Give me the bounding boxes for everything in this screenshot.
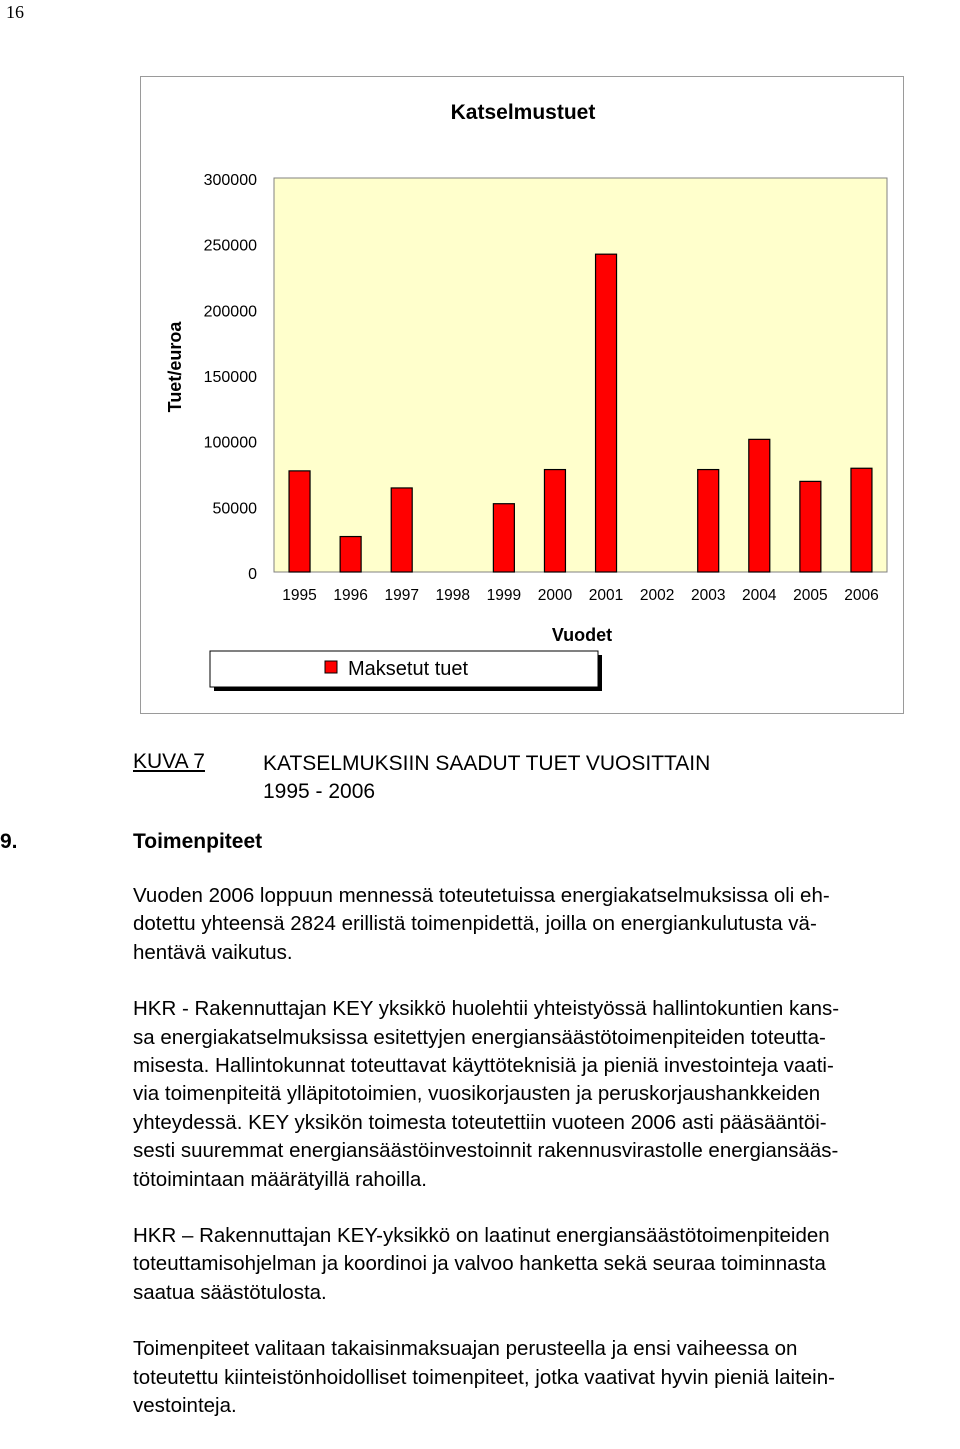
x-tick-label: 1998 <box>435 587 471 604</box>
y-tick-label: 50000 <box>212 500 257 518</box>
bar <box>800 481 821 572</box>
x-tick-label: 1995 <box>282 587 317 604</box>
x-tick-label: 1996 <box>333 587 368 604</box>
legend-label: Maksetut tuet <box>348 658 469 680</box>
y-tick-label: 300000 <box>203 172 257 189</box>
paragraph: Toimenpiteet valitaan takaisinmaksuajan perusteella ja ensi vaiheessa on toteutettu kiinteistönhoidolliset toimenpiteet, jotka vaativat hyvin pieniä laitein- vestointeja. <box>133 1337 835 1418</box>
paragraph: Vuoden 2006 loppuun mennessä toteutetuissa energiakatselmuksissa oli eh- dotettu yhteensä 2824 erillistä toimenpidettä, joilla on energiankulutusta vä- hentävä vaikutus. <box>133 884 830 964</box>
x-tick-label: 2001 <box>588 587 624 604</box>
bar <box>851 468 872 572</box>
bar <box>749 439 770 572</box>
body-text <box>133 882 950 1449</box>
x-tick-label: 2005 <box>793 587 828 604</box>
bar-chart <box>141 77 903 713</box>
bar <box>391 488 412 572</box>
x-tick-label: 2002 <box>639 587 675 604</box>
x-tick-label: 1997 <box>384 587 419 604</box>
x-tick-label: 2006 <box>844 587 879 604</box>
y-tick-label: 0 <box>248 566 257 583</box>
x-tick-label: 1999 <box>486 587 522 604</box>
bar <box>698 470 719 572</box>
y-tick-label: 200000 <box>203 303 257 321</box>
x-tick-label: 2003 <box>690 587 726 604</box>
y-tick-label: 100000 <box>203 434 257 452</box>
section-title: Toimenpiteet <box>133 830 263 853</box>
bar <box>596 254 617 572</box>
chart-title: Katselmustuet <box>450 101 596 124</box>
y-tick-label: 250000 <box>203 237 257 255</box>
section-number: 9. <box>0 830 18 853</box>
bar <box>289 471 310 572</box>
bar <box>493 504 514 572</box>
figure-title: KATSELMUKSIIN SAADUT TUET VUOSITTAIN 1995 - 2006 <box>263 752 711 803</box>
x-tick-label: 2000 <box>537 587 573 604</box>
figure-label: KUVA 7 <box>133 750 205 773</box>
plot-area <box>274 178 887 572</box>
chart-frame <box>140 76 904 714</box>
x-axis-label: Vuodet <box>551 625 613 645</box>
x-tick-label: 2004 <box>742 587 777 604</box>
y-tick-label: 150000 <box>203 369 257 386</box>
paragraph: HKR - Rakennuttajan KEY yksikkö huolehtii yhteistyössä hallintokuntien kans- sa energiakatselmuksissa esitettyjen energiansäästötoimenpiteiden toteutta- misesta. Hallintokunnat toteuttavat käyttöteknisiä ja pieniä investointeja vaati- via toimenpiteitä ylläpitotoimien, vuosikorjausten ja peruskorjaushankkeiden yhteydessä. KEY yksikön toimesta toteutettiin vuoteen 2006 asti pääsääntöi- sesti suuremmat energiansäästöinvestoinnit rakennusvirastolle energiansääs- tötoimintaan määrätyillä rahoilla. <box>133 997 840 1191</box>
y-axis-label: Tuet/euroa <box>165 321 185 413</box>
legend-swatch <box>325 661 337 673</box>
paragraph: HKR – Rakennuttajan KEY-yksikkö on laatinut energiansäästötoimenpiteiden toteuttamisohjelman ja koordinoi ja valvoo hanketta sekä seuraa toiminnasta saatua säästötulosta. <box>133 1224 830 1304</box>
bar <box>544 470 565 572</box>
page-number: 16 <box>6 2 24 22</box>
bar <box>340 537 361 572</box>
